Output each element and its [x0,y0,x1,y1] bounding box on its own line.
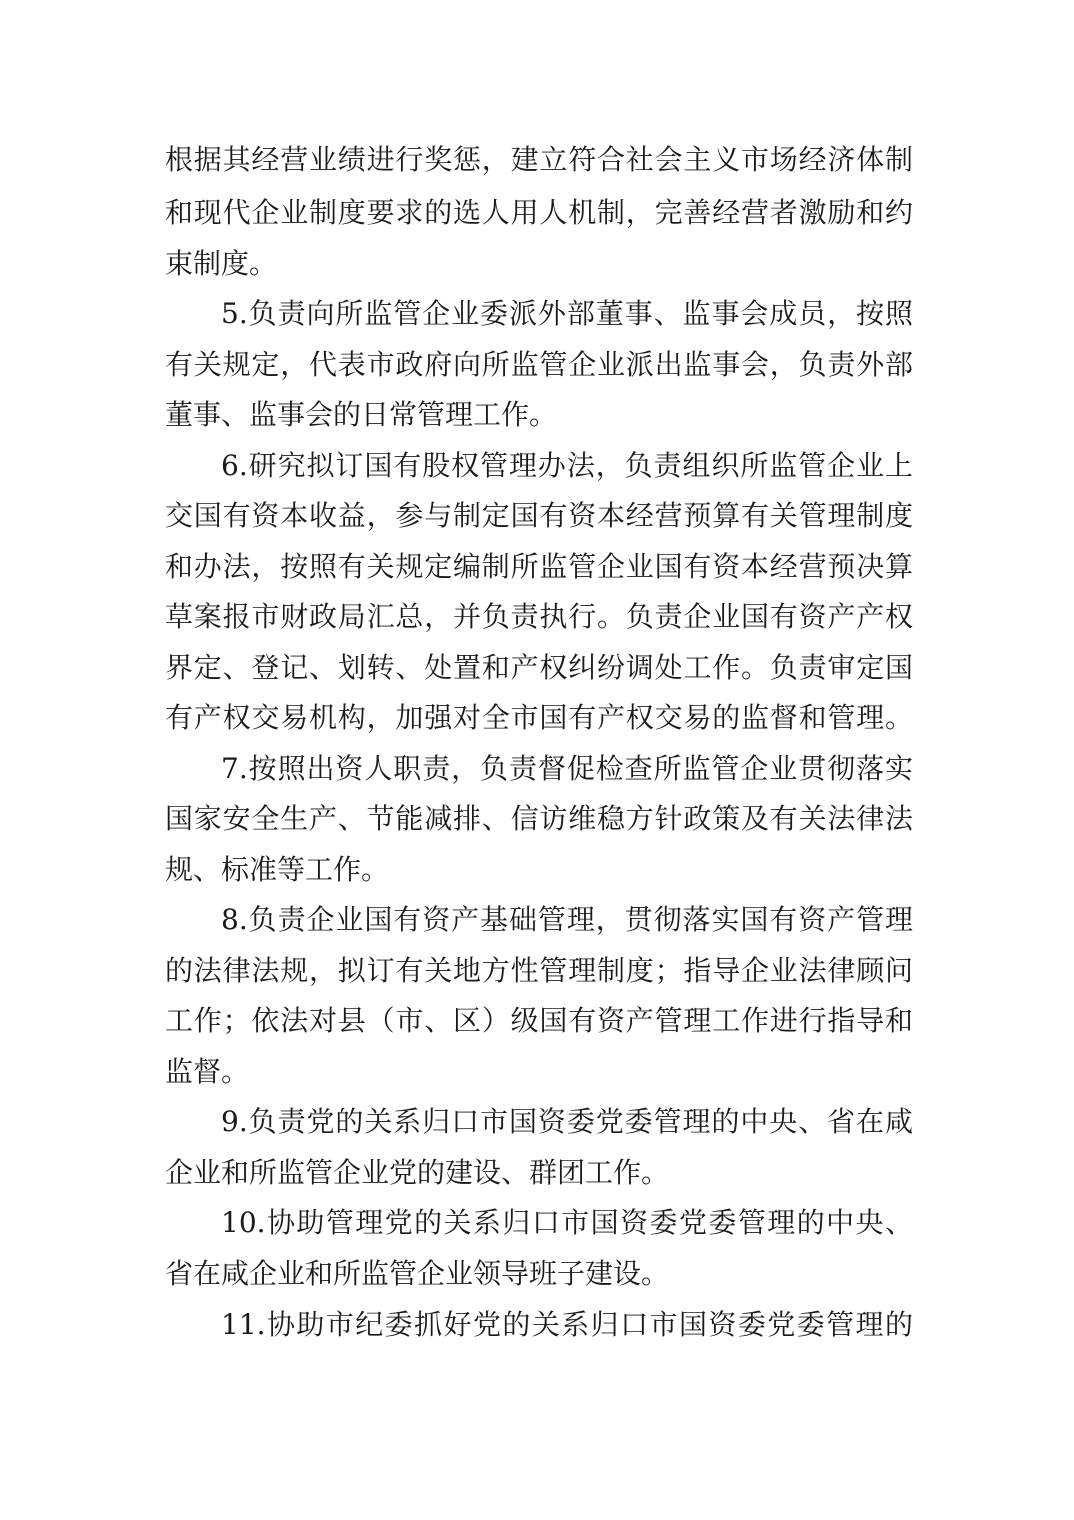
text-line: 有关规定，代表市政府向所监管企业派出监事会，负责外部 [165,348,913,381]
text-line: 的法律法规，拟订有关地方性管理制度；指导企业法律顾问 [165,954,913,987]
text-line: 董事、监事会的日常管理工作。 [165,398,558,431]
text-line: 束制度。 [165,247,278,280]
text-line: 国家安全生产、节能减排、信访维稳方针政策及有关法律法 [165,802,913,835]
paragraph-start-line: 9.负责党的关系归口市国资委党委管理的中央、省在咸 [221,1105,913,1138]
text-line: 规、标准等工作。 [165,853,390,886]
text-line: 监督。 [165,1055,250,1088]
text-line: 界定、登记、划转、处置和产权纠纷调处工作。负责审定国 [165,651,913,684]
paragraph-start-line: 6.研究拟订国有股权管理办法，负责组织所监管企业上 [221,449,913,482]
paragraph-start-line: 10.协助管理党的关系归口市国资委党委管理的中央、 [221,1206,913,1239]
paragraph-start-line: 8.负责企业国有资产基础管理，贯彻落实国有资产管理 [221,903,913,936]
paragraph-start-line: 5.负责向所监管企业委派外部董事、监事会成员，按照 [221,297,913,330]
paragraph-start-line: 11.协助市纪委抓好党的关系归口市国资委党委管理的 [221,1308,913,1341]
text-line: 和现代企业制度要求的选人用人机制，完善经营者激励和约 [165,196,913,229]
text-line: 工作；依法对县（市、区）级国有资产管理工作进行指导和 [165,1004,913,1037]
text-line: 根据其经营业绩进行奖惩，建立符合社会主义市场经济体制 [165,143,913,176]
text-line: 有产权交易机构，加强对全市国有产权交易的监督和管理。 [165,701,913,734]
paragraph-start-line: 7.按照出资人职责，负责督促检查所监管企业贯彻落实 [221,752,913,785]
text-line: 省在咸企业和所监管企业领导班子建设。 [165,1257,670,1290]
text-line: 企业和所监管企业党的建设、群团工作。 [165,1156,670,1189]
text-line: 草案报市财政局汇总，并负责执行。负责企业国有资产产权 [165,600,913,633]
text-line: 和办法，按照有关规定编制所监管企业国有资本经营预决算 [165,550,913,583]
text-line: 交国有资本收益，参与制定国有资本经营预算有关管理制度 [165,499,913,532]
